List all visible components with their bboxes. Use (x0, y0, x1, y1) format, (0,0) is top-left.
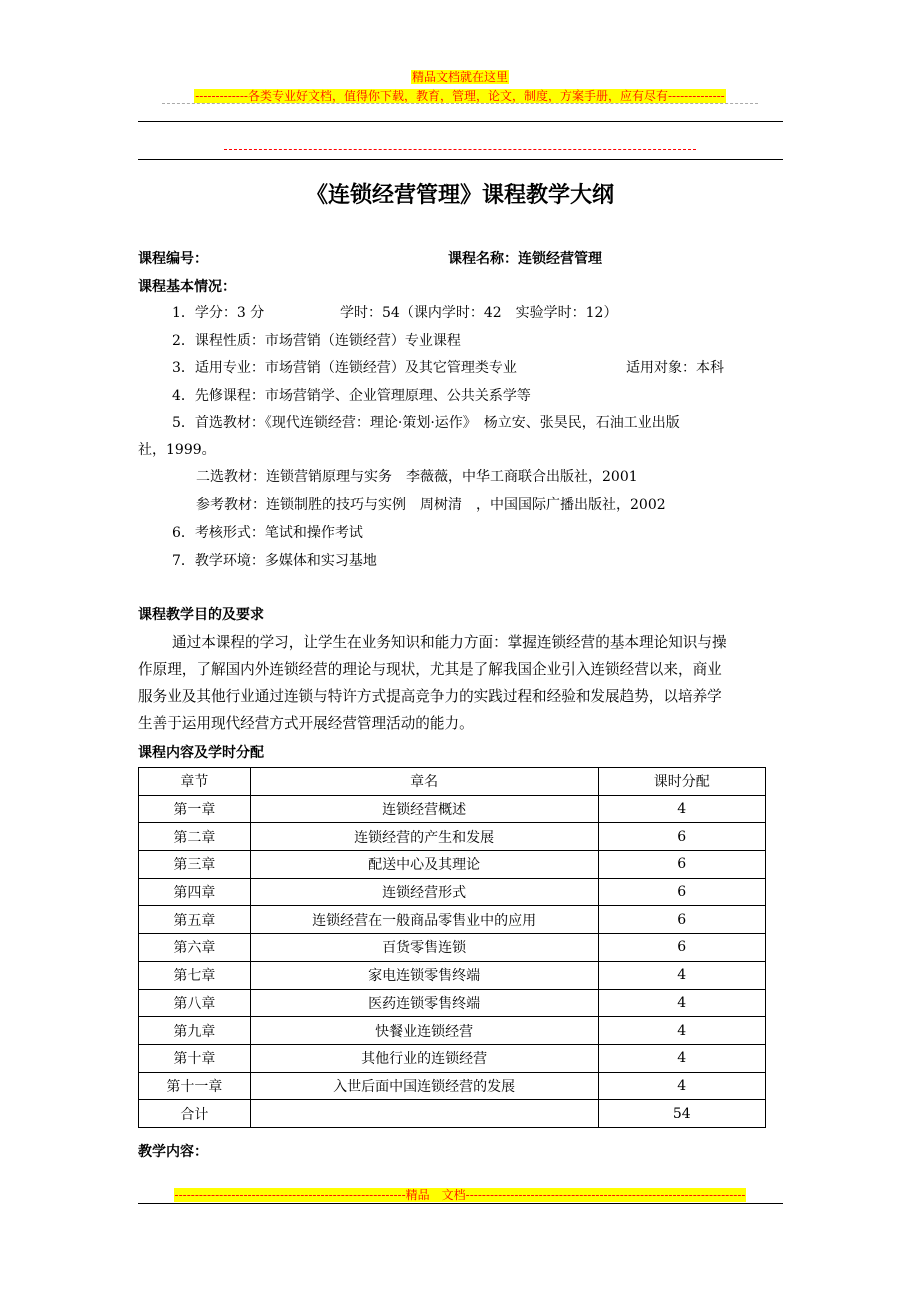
footer-banner-row (0, 1184, 920, 1203)
cell-chapter-name: 连锁经营形式 (250, 878, 598, 906)
objectives-line: 通过本课程的学习，让学生在业务知识和能力方面：掌握连锁经营的基本理论知识与操 (172, 634, 727, 651)
cell-chapter: 第四章 (139, 878, 251, 906)
info-textbook1-cont: 社，1999。 (138, 442, 216, 458)
cell-hours: 4 (598, 1017, 766, 1045)
cell-total-hours: 54 (598, 1100, 766, 1128)
cell-chapter: 第七章 (139, 961, 251, 989)
cell-chapter-name: 其他行业的连锁经营 (250, 1044, 598, 1072)
cell-chapter: 第五章 (139, 906, 251, 934)
objectives-line: 作原理，了解国内外连锁经营的理论与现状，尤其是了解我国企业引入连锁经营以来，商业 (138, 661, 722, 678)
footer-banner: ---------------------------------------------------------精品 文档--------------------------------------------------------------------- (174, 1188, 746, 1202)
header-top-label: 精品文档就在这里 (411, 70, 508, 84)
cell-chapter: 第一章 (139, 795, 251, 823)
table-row (139, 795, 766, 823)
cell-chapter-name: 快餐业连锁经营 (250, 1017, 598, 1045)
info-textbook2: 二选教材：连锁营销原理与实务 李薇薇，中华工商联合出版社，2001 (196, 469, 638, 485)
info-textbook1: 5．首选教材：《现代连锁经营：理论·策划·运作》 杨立安、张昊民，石油工业出版 (172, 415, 680, 431)
cell-hours: 6 (598, 823, 766, 851)
cell-chapter: 第二章 (139, 823, 251, 851)
info-nature: 2．课程性质：市场营销（连锁经营）专业课程 (172, 333, 461, 349)
cell-chapter-name: 百货零售连锁 (250, 934, 598, 962)
info-exam: 6．考核形式：笔试和操作考试 (172, 525, 363, 541)
cell-hours: 4 (598, 795, 766, 823)
table-row (139, 934, 766, 962)
table-row (139, 851, 766, 879)
header-banner: -------------各类专业好文档，值得你下载，教育，管理，论文，制度，方案手册，应有尽有-------------- (195, 89, 725, 103)
table-row (139, 961, 766, 989)
header-top (0, 66, 920, 85)
cell-hours: 6 (598, 934, 766, 962)
cell-chapter-name: 入世后面中国连锁经营的发展 (250, 1072, 598, 1100)
cell-chapter: 第十章 (139, 1044, 251, 1072)
cell-chapter-name: 配送中心及其理论 (250, 851, 598, 879)
distribution-heading: 课程内容及学时分配 (138, 745, 264, 761)
cell-chapter-name: 连锁经营的产生和发展 (250, 823, 598, 851)
info-textbook3: 参考教材：连锁制胜的技巧与实例 周树清 ，中国国际广播出版社，2002 (196, 497, 666, 513)
cell-chapter: 第六章 (139, 934, 251, 962)
header-chapter-name: 章名 (250, 768, 598, 796)
header-rule-top (138, 121, 783, 122)
cell-chapter-name: 连锁经营在一般商品零售业中的应用 (250, 906, 598, 934)
header-chapter: 章节 (139, 768, 251, 796)
cell-hours: 4 (598, 989, 766, 1017)
cell-chapter-name: 医药连锁零售终端 (250, 989, 598, 1017)
cell-hours: 4 (598, 1044, 766, 1072)
table-row (139, 878, 766, 906)
table-row (139, 823, 766, 851)
cell-chapter: 第三章 (139, 851, 251, 879)
cell-chapter: 第九章 (139, 1017, 251, 1045)
footer-rule (138, 1203, 783, 1204)
teaching-content-label: 教学内容： (138, 1144, 208, 1160)
cell-hours: 6 (598, 906, 766, 934)
basic-info-label: 课程基本情况： (138, 279, 236, 295)
info-audience: 适用对象：本科 (626, 360, 724, 376)
info-env: 7．教学环境：多媒体和实习基地 (172, 553, 377, 569)
table-header-row (139, 768, 766, 796)
hours-distribution-table (138, 767, 766, 1128)
table-row (139, 1044, 766, 1072)
info-credit: 1．学分：3 分 (172, 305, 265, 321)
objectives-heading: 课程教学目的及要求 (138, 607, 264, 623)
cell-total-label: 合计 (139, 1100, 251, 1128)
cell-hours: 4 (598, 1072, 766, 1100)
course-name-label: 课程名称：连锁经营管理 (448, 251, 602, 267)
header-dashed-line (162, 103, 758, 104)
cell-hours: 6 (598, 878, 766, 906)
header-banner-row (0, 85, 920, 104)
cell-chapter: 第八章 (139, 989, 251, 1017)
info-major: 3．适用专业：市场营销（连锁经营）及其它管理类专业 (172, 360, 517, 376)
objectives-line: 服务业及其他行业通过连锁与特许方式提高竞争力的实践过程和经验和发展趋势，以培养学 (138, 688, 722, 705)
cell-chapter: 第十一章 (139, 1072, 251, 1100)
cell-hours: 4 (598, 961, 766, 989)
course-code-label: 课程编号： (138, 251, 208, 267)
table-row (139, 906, 766, 934)
table-row (139, 1072, 766, 1100)
cell-chapter-name: 家电连锁零售终端 (250, 961, 598, 989)
header-rule-bottom (138, 159, 783, 160)
info-hours: 学时：54（课内学时：42 实验学时：12） (340, 305, 618, 321)
table-row (139, 1017, 766, 1045)
cell-total-empty (250, 1100, 598, 1128)
header-red-dashed-line (224, 149, 696, 150)
objectives-line: 生善于运用现代经营方式开展经营管理活动的能力。 (138, 715, 474, 732)
table-total-row (139, 1100, 766, 1128)
cell-hours: 6 (598, 851, 766, 879)
info-prereq: 4．先修课程：市场营销学、企业管理原理、公共关系学等 (172, 388, 531, 404)
cell-chapter-name: 连锁经营概述 (250, 795, 598, 823)
document-title: 《连锁经营管理》课程教学大纲 (305, 183, 614, 208)
table-row (139, 989, 766, 1017)
header-hours: 课时分配 (598, 768, 766, 796)
